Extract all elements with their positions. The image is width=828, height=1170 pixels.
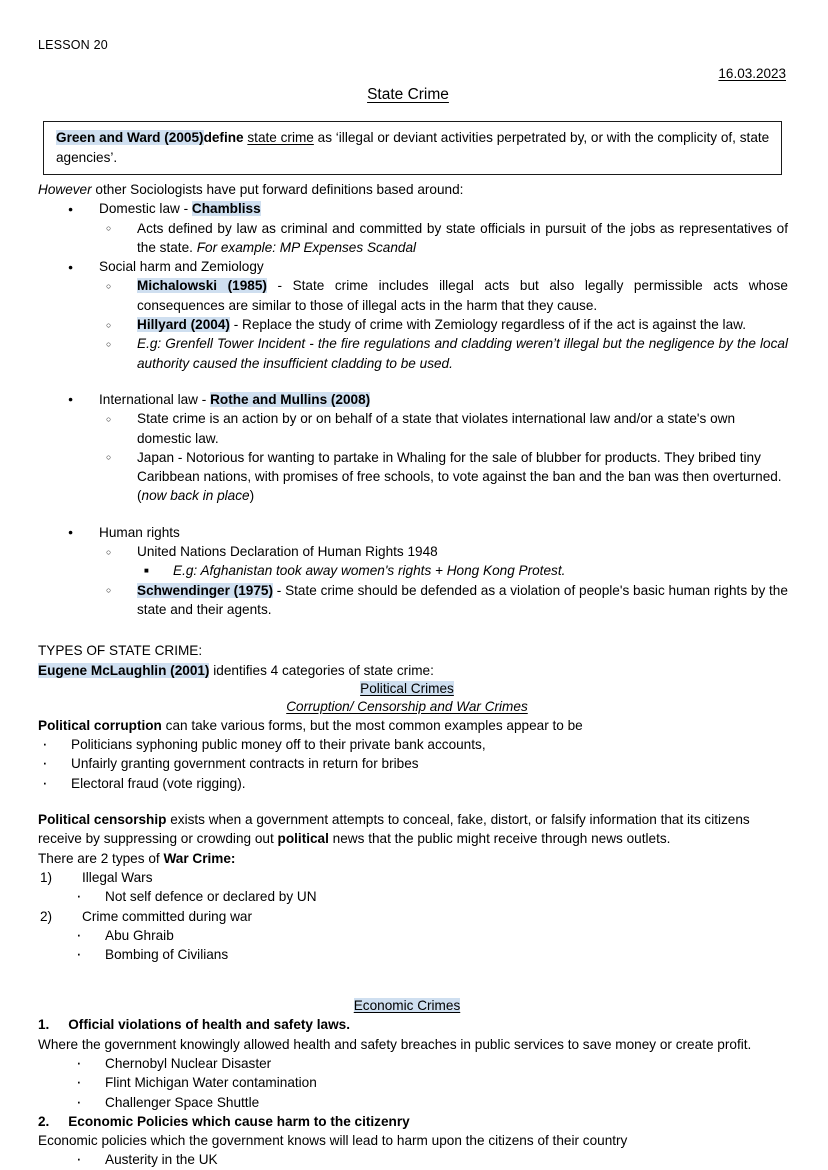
list-item: ■ E.g: Afghanistan took away women's rights + Hong Kong Protest. bbox=[144, 561, 788, 580]
list-item: · Politicians syphoning public money off to their private bank accounts, bbox=[40, 735, 788, 754]
definition-verb: define bbox=[203, 130, 244, 145]
list-item: · Not self defence or declared by UN bbox=[74, 887, 788, 906]
theorist-rothe-mullins: Rothe and Mullins (2008) bbox=[210, 391, 371, 407]
economic-item-2-body: Economic policies which the government knows will lead to harm upon the citizens of their country bbox=[38, 1133, 628, 1149]
spacer bbox=[38, 964, 788, 997]
list-item: · Chernobyl Nuclear Disaster bbox=[74, 1054, 788, 1073]
economic-item-2-heading: 2. Economic Policies which cause harm to the citizenry bbox=[38, 1113, 410, 1129]
list-number: 1) bbox=[40, 869, 53, 885]
list-item: ● Human rights bbox=[68, 523, 788, 542]
list-item: ● Social harm and Zemiology bbox=[68, 257, 788, 276]
economic-item-1-heading: 1. Official violations of health and safety laws. bbox=[38, 1017, 350, 1033]
types-author-line: Eugene McLaughlin (2001) identifies 4 categories of state crime: bbox=[38, 662, 434, 678]
date-row bbox=[38, 65, 788, 83]
list-item: · Unfairly granting government contracts in return for bribes bbox=[40, 754, 788, 773]
list-item: · Electoral fraud (vote rigging). bbox=[40, 774, 788, 793]
types-heading: TYPES OF STATE CRIME: bbox=[38, 643, 203, 659]
list-item: · Challenger Space Shuttle bbox=[74, 1093, 788, 1112]
war-crime-types-list bbox=[38, 868, 788, 964]
political-crimes-subtitle: Corruption/ Censorship and War Crimes bbox=[286, 698, 528, 714]
list-item: ● International law - Rothe and Mullins (2008) bbox=[68, 390, 788, 409]
war-crime-intro: There are 2 types of War Crime: bbox=[38, 850, 236, 866]
list-item: ○ Acts defined by law as criminal and committed by state officials in pursuit of the jobs as representatives of the state. For example: MP Expenses Scandal bbox=[106, 219, 788, 258]
document-date: 16.03.2023 bbox=[718, 66, 786, 81]
theorist-schwendinger: Schwendinger (1975) bbox=[137, 582, 273, 598]
intro-however: However bbox=[38, 182, 92, 197]
political-censorship-para: Political censorship exists when a government attempts to conceal, fake, distort, or falsify information that its citizens receive by suppressing or crowding out political news that the public might receive through news outlets. bbox=[38, 812, 750, 847]
theorist-michalowski: Michalowski (1985) bbox=[137, 278, 267, 294]
definitions-list-human-rights bbox=[38, 523, 788, 619]
list-item: ○ Hillyard (2004) - Replace the study of crime with Zemiology regardless of if the act is against the law. bbox=[106, 315, 788, 334]
spacer bbox=[38, 506, 788, 523]
spacer bbox=[38, 373, 788, 390]
list-item: · Abu Ghraib bbox=[74, 926, 788, 945]
list-item: ● Domestic law - Chambliss bbox=[68, 199, 788, 218]
list-item: · Austerity in the UK bbox=[74, 1150, 788, 1169]
intro-line bbox=[38, 180, 788, 199]
economic-item-1-body: Where the government knowingly allowed health and safety breaches in public services to save money or create profit. bbox=[38, 1036, 752, 1052]
lesson-label: LESSON 20 bbox=[38, 38, 108, 52]
list-item: · Bombing of Civilians bbox=[74, 945, 788, 964]
definition-term: state crime bbox=[247, 130, 314, 145]
theorist-chambliss: Chambliss bbox=[191, 201, 261, 217]
economic-crimes-title: Economic Crimes bbox=[353, 998, 461, 1014]
list-item: 2) Crime committed during war bbox=[40, 907, 788, 926]
page-title: State Crime bbox=[367, 86, 449, 103]
theorist-mclaughlin: Eugene McLaughlin (2001) bbox=[38, 662, 210, 678]
list-item: 1) Illegal Wars bbox=[40, 868, 788, 887]
spacer bbox=[38, 793, 788, 810]
list-item: ○ Schwendinger (1975) - State crime should be defended as a violation of people's basic human rights by the state and their agents. bbox=[106, 581, 788, 620]
spacer bbox=[38, 619, 788, 641]
economic-item-1-examples bbox=[38, 1054, 788, 1112]
list-item: ○ E.g: Grenfell Tower Incident - the fire regulations and cladding weren’t illegal but the negligence by the local authority caused the insufficient cladding to be used. bbox=[106, 334, 788, 373]
list-item: ○ Michalowski (1985) - State crime includes illegal acts but also legally permissible acts whose consequences are similar to those of illegal acts in the harm that they cause. bbox=[106, 276, 788, 315]
definitions-list bbox=[38, 199, 788, 373]
list-item: ○ United Nations Declaration of Human Rights 1948 bbox=[106, 542, 788, 561]
list-number: 1. bbox=[38, 1017, 50, 1033]
definition-author: Green and Ward (2005) bbox=[56, 130, 204, 145]
theorist-hillyard: Hillyard (2004) bbox=[137, 317, 230, 333]
list-number: 2) bbox=[40, 908, 53, 924]
list-item: · Flint Michigan Water contamination bbox=[74, 1073, 788, 1092]
list-item: ○ State crime is an action by or on behalf of a state that violates international law and/or a state's own domestic law. bbox=[106, 409, 788, 448]
list-number: 2. bbox=[38, 1113, 50, 1129]
definition-box bbox=[43, 121, 782, 175]
political-crimes-title: Political Crimes bbox=[360, 680, 454, 696]
corruption-examples-list bbox=[38, 735, 788, 793]
definition-text: as ‘illegal or deviant activities perpetrated by, or with the complicity of, state agencies’. bbox=[56, 130, 770, 165]
economic-item-2-examples bbox=[38, 1150, 788, 1169]
intro-rest: other Sociologists have put forward definitions based around: bbox=[91, 182, 464, 197]
political-corruption-intro: Political corruption can take various forms, but the most common examples appear to be bbox=[38, 717, 583, 733]
definitions-list-continued bbox=[38, 390, 788, 506]
list-item: ○ Japan - Notorious for wanting to partake in Whaling for the sale of blubber for products. They bribed tiny Caribbean nations, with promises of free schools, to vote against the ban and the ban was then overturned. (now back in place) bbox=[106, 448, 788, 506]
